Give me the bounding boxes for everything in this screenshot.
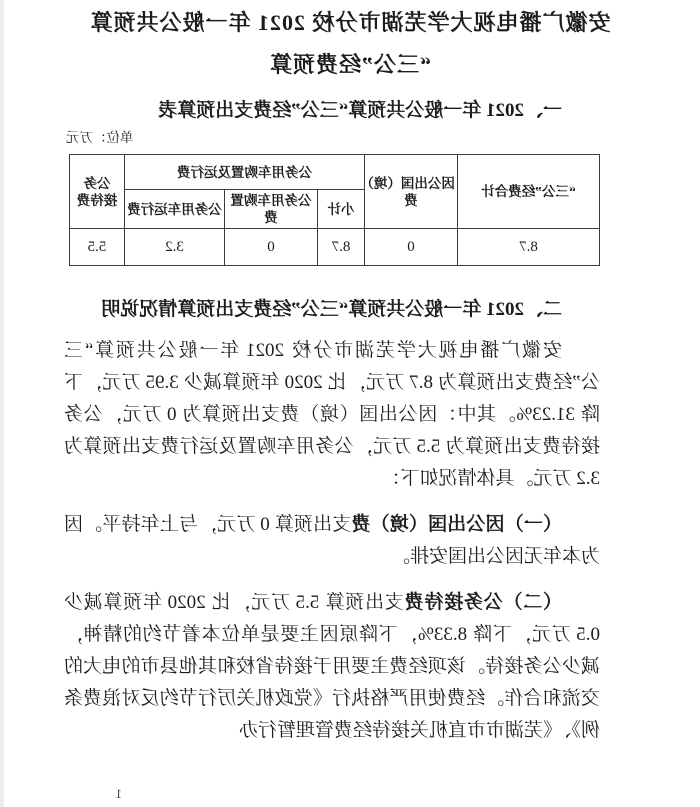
section2-intro-paragraph: 安徽广播电视大学芜湖市分校 2021 年一般公共预算“三公”经费支出预算为 8.7 万元，比 2020 年预算减少 3.95 万元，下降 31.23%。其中：因公出国（境）费支出预算为 0 万元，公务接待费支出预算为 5.5 万元，公务用车购置及运行费支出预算为 3.2 万元。具体情况如下： [64,340,600,489]
document-title-line2: “三公”经费预算 [269,52,432,77]
document-title-line1: 安徽广播电视大学芜湖市分校 2021 年一般公共预算 [89,10,611,35]
budget-table [69,154,600,266]
value-vehicle-purchase: 0 [225,229,318,266]
value-total: 8.7 [458,229,600,266]
section2-item1-paragraph [64,509,600,573]
col-header-abroad: 因公出国（境）费 [365,155,458,229]
table-row [70,229,600,266]
col-header-reception-line2: 接待费 [76,192,118,208]
col-header-vehicle-operation: 公务用车运行费 [125,190,225,229]
section1-heading: 一、2021 年一般公共预算“三公”经费支出预算表 [158,100,562,121]
col-header-reception [70,155,125,229]
value-abroad: 0 [365,229,458,266]
page-left-edge [0,0,4,807]
table-unit-note: 单位：万元 [66,130,134,145]
value-vehicle-operation: 3.2 [125,229,225,266]
page-number: 1 [115,786,122,801]
col-header-vehicle-subtotal: 小计 [318,190,365,229]
document-title [0,2,700,86]
section2-item2-paragraph [64,587,600,747]
value-vehicle-subtotal: 8.7 [318,229,365,266]
section2-item1-text: 支出预算 0 万元，与上年持平。因为本年无因公出国安排。 [64,514,600,567]
col-header-total: “三公”经费合计 [458,155,600,229]
col-header-vehicle-purchase: 公务用车购置费 [225,190,318,229]
col-header-reception-line1: 公务 [83,175,111,191]
section2-heading: 二、2021 年一般公共预算“三公”经费支出预算情况说明 [101,299,562,320]
section2-item2-text: 支出预算 5.5 万元，比 2020 年预算减少 0.5 万元，下降 8.33%，下降原因主要是单位本着节约的精神，减少公务接待。该项经费主要用于接待省校和其他县市的电大的交流和合作。经费使用严格执行《党政机关厉行节约反对浪费条例》、《芜湖市市直机关接待经费管理暂行办 [64,592,600,741]
section2-item2-lead: （二）公务接待费 [403,592,562,613]
value-reception: 5.5 [70,229,125,266]
col-header-vehicle-group: 公务用车购置及运行费 [125,155,365,190]
section2-item1-lead: （一）因公出国（境）费 [351,514,562,535]
